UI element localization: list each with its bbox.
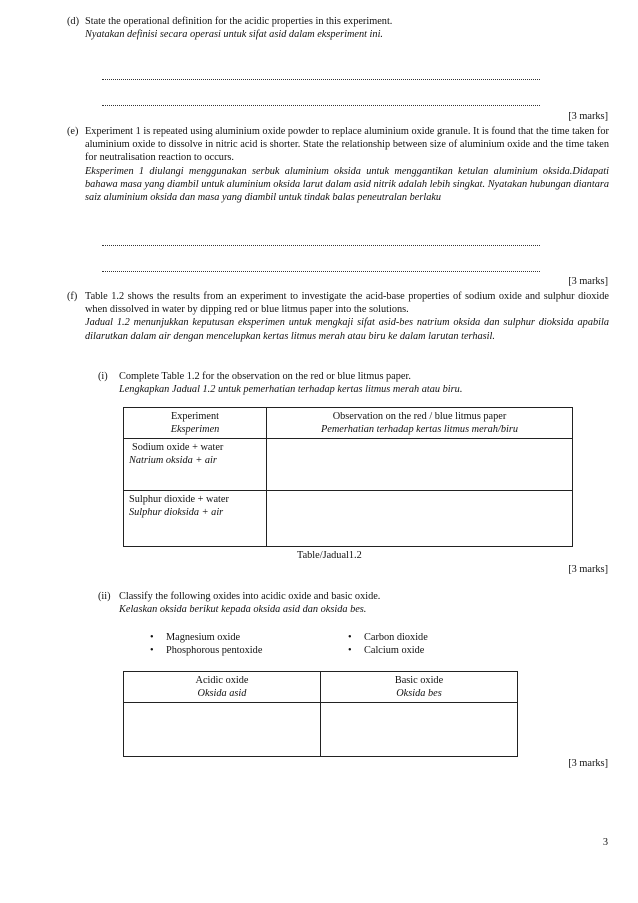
question-d-label: (d) <box>67 16 80 27</box>
answer-line-d-1 <box>102 78 540 80</box>
question-f-i-text-ms: Lengkapkan Jadual 1.2 untuk pemerhatian terhadap kertas litmus merah atau biru. <box>119 384 463 396</box>
question-f-ii-text-en: Classify the following oxides into acidic oxide and basic oxide. <box>119 591 381 602</box>
question-e-text-ms: Eksperimen 1 diulangi menggunakan serbuk aluminium oksida untuk menggantikan ketulan aluminium oksida.Didapati bahawa masa yang diambil untuk aluminium oksida larut dalam asid nitrik adalah lebih singkat. Nyatakan hubungan diantara saiz aluminium oksida dan masa yang diambil untuk tindak balas peneutralan berlaku <box>85 165 609 204</box>
table-1-2-header-row <box>124 408 573 439</box>
table-row <box>124 491 573 547</box>
oxide-table-header-row <box>124 672 518 703</box>
question-d-text-en: State the operational definition for the acidic properties in this experiment. <box>85 16 393 27</box>
question-f-text-en: Table 1.2 shows the results from an experiment to investigate the acid-base properties of sodium oxide and sulphur dioxide when dissolved in water by dipping red or blue litmus paper into the solutions. <box>85 291 609 316</box>
question-f-text-ms: Jadual 1.2 menunjukkan keputusan eksperimen untuk mengkaji sifat asid-bes natrium oksida dan sulphur dioksida apabila dilarutkan dalam air dengan mencelupkan kertas litmus merah atau biru ke dalam larutan terhasil. <box>85 317 609 342</box>
col-basic-oxide-en: Basic oxide <box>394 675 444 686</box>
col-acidic-oxide <box>124 672 321 703</box>
question-f-ii-label: (ii) <box>98 591 111 602</box>
question-f-i <box>98 370 599 396</box>
table-row <box>124 703 518 757</box>
list-item: • Calcium oxide <box>348 644 538 657</box>
table-1-2 <box>123 407 573 547</box>
col-experiment-ms: Eksperimen <box>170 424 220 435</box>
list-item: • Carbon dioxide <box>348 631 538 644</box>
row-sulphur-dioxide-en: Sulphur dioxide + water <box>129 494 229 505</box>
row-sodium-oxide-cell <box>124 439 267 491</box>
question-f-ii <box>98 590 599 616</box>
answer-line-e-2 <box>102 270 540 272</box>
observation-answer-cell-1[interactable] <box>267 439 573 491</box>
oxide-list-right <box>348 631 538 657</box>
marks-f-i: [3 marks] <box>568 564 608 575</box>
col-basic-oxide-ms: Oksida bes <box>396 688 442 699</box>
row-sulphur-dioxide-cell <box>124 491 267 547</box>
list-item: • Phosphorous pentoxide <box>150 644 340 657</box>
oxide-classification-table <box>123 671 518 757</box>
observation-answer-cell-2[interactable] <box>267 491 573 547</box>
question-f <box>67 290 609 343</box>
list-item: • Magnesium oxide <box>150 631 340 644</box>
col-experiment-en: Experiment <box>170 411 220 422</box>
question-d-text-ms: Nyatakan definisi secara operasi untuk sifat asid dalam eksperiment ini. <box>85 29 384 41</box>
answer-line-d-2 <box>102 104 540 106</box>
marks-f-ii: [3 marks] <box>568 758 608 769</box>
col-observation-en: Observation on the red / blue litmus paper <box>332 411 507 422</box>
row-sodium-oxide-ms: Natrium oksida + air <box>129 455 217 466</box>
col-acidic-oxide-ms: Oksida asid <box>197 688 247 699</box>
col-basic-oxide <box>321 672 518 703</box>
marks-e: [3 marks] <box>568 276 608 287</box>
table-row <box>124 439 573 491</box>
page-number: 3 <box>602 837 608 848</box>
question-f-ii-text-ms: Kelaskan oksida berikut kepada oksida asid dan oksida bes. <box>119 604 367 616</box>
question-d <box>67 15 609 41</box>
question-e-label: (e) <box>67 126 79 137</box>
table-1-2-col-experiment <box>124 408 267 439</box>
question-f-i-text-en: Complete Table 1.2 for the observation on the red or blue litmus paper. <box>119 371 411 382</box>
acidic-oxide-answer-cell[interactable] <box>124 703 321 757</box>
table-1-2-caption: Table/Jadual1.2 <box>297 550 362 561</box>
question-f-label: (f) <box>67 291 78 302</box>
row-sulphur-dioxide-ms: Sulphur dioksida + air <box>129 507 224 518</box>
col-observation-ms: Pemerhatian terhadap kertas litmus merah/biru <box>321 424 518 435</box>
basic-oxide-answer-cell[interactable] <box>321 703 518 757</box>
question-e-text-en: Experiment 1 is repeated using aluminium oxide powder to replace aluminium oxide granule. It is found that the time taken for aluminium oxide to dissolve in nitric acid is shorter. State the relationship between size of aluminium oxide and the time taken for neutralisation reaction to occurs. <box>85 126 609 164</box>
col-acidic-oxide-en: Acidic oxide <box>195 675 249 686</box>
row-sodium-oxide-en: Sodium oxide + water <box>132 442 224 453</box>
marks-d: [3 marks] <box>568 111 608 122</box>
question-f-i-label: (i) <box>98 371 108 382</box>
oxide-list-left <box>150 631 340 657</box>
question-e <box>67 125 609 204</box>
table-1-2-col-observation <box>267 408 573 439</box>
answer-line-e-1 <box>102 244 540 246</box>
